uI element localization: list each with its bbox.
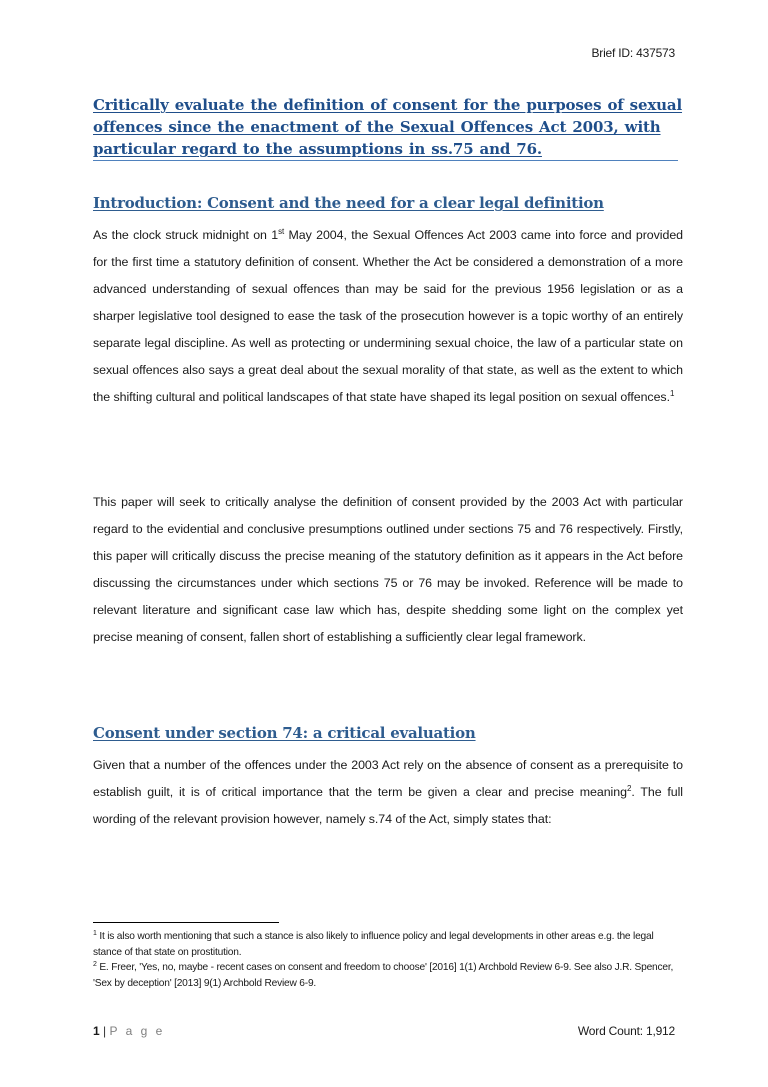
footnote-text: E. Freer, 'Yes, no, maybe - recent cases on consent and freedom to choose' [2016] 1(1) Archbold Review 6-9. See also J.R. Spencer, 'Sex by deception' [2013] 9(1) Archbold Review 6-9. [93, 962, 674, 989]
paragraph-text: . The full wording of the relevant provision however, namely s.74 of the Act, simply states that: [93, 785, 683, 826]
footnote-number: 2 [93, 961, 97, 968]
footnotes [93, 929, 683, 991]
footnote-reference-2[interactable]: 2 [626, 784, 632, 793]
footnote-separator [93, 922, 279, 923]
paragraph-text: Given that a number of the offences under the 2003 Act rely on the absence of consent as a prerequisite to establish guilt, it is of critical importance that the term be given a clear and precise meaning [93, 758, 683, 799]
footnote-number: 1 [93, 930, 97, 937]
page-footer-number [93, 1024, 165, 1038]
footnote-2 [93, 960, 683, 991]
title-divider [93, 160, 678, 161]
brief-id: Brief ID: 437573 [591, 46, 675, 60]
word-count: Word Count: 1,912 [577, 1024, 675, 1038]
footnote-1 [93, 929, 683, 960]
ordinal-suffix: st [278, 227, 285, 236]
paragraph-text: May 2004, the Sexual Offences Act 2003 came into force and provided for the first time a statutory definition of consent. Whether the Act be considered a demonstration of a more advanced understanding of sexual offences than may be said for the previous 1956 legislation or as a sharper legislative tool designed to ease the task of the prosecution however is a topic worthy of an entirely separate legal discipline. As well as protecting or undermining sexual choice, the law of a particular state on sexual offences also says a great deal about the sexual morality of that state, as well as the extent to which the shifting cultural and political landscapes of that state have shaped its legal position on sexual offences. [93, 228, 683, 404]
page-number: 1 [93, 1024, 100, 1038]
section-heading-introduction: Introduction: Consent and the need for a clear legal definition [93, 194, 604, 212]
footnote-text: It is also worth mentioning that such a stance is also likely to influence policy and legal developments in other areas e.g. the legal stance of that state on prostitution. [93, 931, 654, 958]
intro-paragraph-1 [93, 222, 683, 411]
paragraph-text: As the clock struck midnight on 1 [93, 228, 279, 242]
section-heading-consent-s74: Consent under section 74: a critical evaluation [93, 724, 476, 742]
consent-paragraph-1 [93, 752, 683, 833]
footnote-reference-1[interactable]: 1 [669, 389, 675, 398]
document-title: Critically evaluate the definition of consent for the purposes of sexual offences since the enactment of the Sexual Offences Act 2003, with particular regard to the assumptions in ss.75 and 76. [93, 96, 683, 158]
intro-paragraph-2: This paper will seek to critically analyse the definition of consent provided by the 2003 Act with particular regard to the evidential and conclusive presumptions outlined under sections 75 and 76 respectively. Firstly, this paper will critically discuss the precise meaning of the statutory definition as it appears in the Act before discussing the circumstances under which sections 75 or 76 may be invoked. Reference will be made to relevant literature and significant case law which has, despite shedding some light on the complex yet precise meaning of consent, fallen short of establishing a sufficiently clear legal framework. [93, 495, 683, 644]
footer-separator: | [99, 1024, 110, 1038]
page-label: P a g e [109, 1024, 165, 1038]
